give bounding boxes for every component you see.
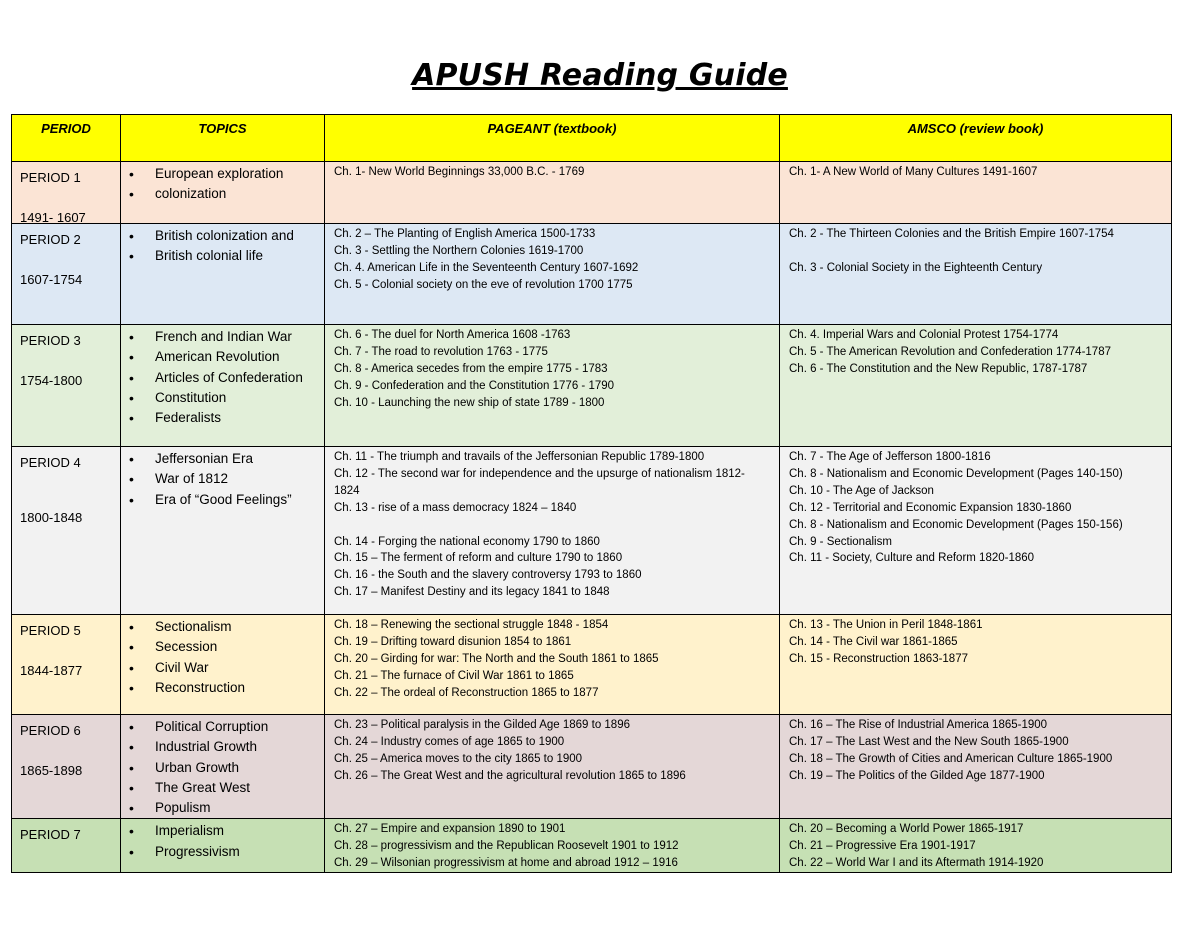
period-cell <box>12 224 121 325</box>
topics-list <box>121 449 324 510</box>
period-label: PERIOD 4 <box>20 455 81 470</box>
chapter-entry: Ch. 13 - The Union in Peril 1848-1861 <box>789 619 983 631</box>
pageant-cell <box>325 715 780 819</box>
period-label: PERIOD 2 <box>20 232 81 247</box>
topic-item: • Industrial Growth <box>155 737 324 757</box>
topic-item: • Secession <box>155 637 324 657</box>
chapter-entry: Ch. 9 - Sectionalism <box>789 535 892 548</box>
chapter-entry: Ch. 27 – Empire and expansion 1890 to 1901 <box>334 823 566 836</box>
topic-item: • Jeffersonian Era <box>155 449 324 469</box>
topics-list <box>121 327 324 428</box>
pageant-cell <box>325 162 780 224</box>
chapter-entry: Ch. 19 – The Politics of the Gilded Age 1877-1900 <box>789 769 1045 782</box>
pageant-cell <box>325 615 780 715</box>
chapter-entry: Ch. 12 - Territorial and Economic Expansion 1830-1860 <box>789 501 1072 514</box>
amsco-cell <box>780 615 1172 715</box>
topic-item: • Imperialism <box>155 821 324 841</box>
chapter-entry: Ch. 6 - The duel for North America 1608 -1763 <box>334 329 571 341</box>
chapter-entry: Ch. 21 – The furnace of Civil War 1861 to 1865 <box>334 669 574 682</box>
chapter-entry: Ch. 5 - Colonial society on the eve of revolution 1700 1775 <box>334 278 633 291</box>
chapter-entry: Ch. 7 - The Age of Jefferson 1800-1816 <box>789 451 991 463</box>
chapter-entry: Ch. 1- A New World of Many Cultures 1491-1607 <box>789 166 1038 178</box>
reading-guide-table <box>11 114 1172 873</box>
topic-item: • American Revolution <box>155 347 324 367</box>
amsco-cell <box>780 224 1172 325</box>
period-row <box>12 162 1172 224</box>
chapter-entry: Ch. 9 - Confederation and the Constitution 1776 - 1790 <box>334 379 615 392</box>
chapter-entry: Ch. 7 - The road to revolution 1763 - 1775 <box>334 345 548 358</box>
topics-cell <box>121 224 325 325</box>
period-years: 1844-1877 <box>20 663 83 678</box>
period-years: 1754-1800 <box>20 373 83 388</box>
chapter-entry: Ch. 10 - Launching the new ship of state 1789 - 1800 <box>334 396 605 409</box>
period-label: PERIOD 5 <box>20 623 81 638</box>
amsco-cell <box>780 447 1172 615</box>
amsco-cell <box>780 162 1172 224</box>
topic-item: • Constitution <box>155 388 324 408</box>
header-amsco: AMSCO (review book) <box>780 115 1172 162</box>
period-label: PERIOD 7 <box>20 827 81 843</box>
period-cell <box>12 615 121 715</box>
pageant-cell <box>325 224 780 325</box>
chapter-entry: Ch. 21 – Progressive Era 1901-1917 <box>789 840 976 853</box>
pageant-cell <box>325 819 780 873</box>
amsco-cell <box>780 715 1172 819</box>
period-row <box>12 447 1172 615</box>
chapter-entry: Ch. 1- New World Beginnings 33,000 B.C. - 1769 <box>334 166 585 178</box>
chapter-entry: Ch. 12 - The second war for independence and the upsurge of nationalism 1812-1824 <box>334 467 745 497</box>
topics-list <box>121 821 324 862</box>
topic-item: • Era of “Good Feelings” <box>155 490 324 510</box>
chapter-entry: Ch. 17 – Manifest Destiny and its legacy 1841 to 1848 <box>334 586 610 599</box>
period-row <box>12 325 1172 447</box>
topics-list <box>121 164 324 205</box>
chapter-entry: Ch. 28 – progressivism and the Republican Roosevelt 1901 to 1912 <box>334 840 679 853</box>
chapter-entry: Ch. 25 – America moves to the city 1865 to 1900 <box>334 752 583 765</box>
topic-item: • Civil War <box>155 658 324 678</box>
chapter-entry: Ch. 8 - Nationalism and Economic Development (Pages 140-150) <box>789 467 1123 480</box>
chapter-entry: Ch. 22 – The ordeal of Reconstruction 1865 to 1877 <box>334 686 599 699</box>
chapter-entry: Ch. 3 - Colonial Society in the Eighteenth Century <box>789 261 1043 274</box>
chapter-entry: Ch. 22 – World War I and its Aftermath 1914-1920 <box>789 857 1044 870</box>
period-years: 1491- 1607 <box>20 210 86 225</box>
period-years: 1800-1848 <box>20 510 83 525</box>
chapter-entry: Ch. 18 – The Growth of Cities and American Culture 1865-1900 <box>789 752 1113 765</box>
header-topics: TOPICS <box>121 115 325 162</box>
blank-line <box>789 243 1171 260</box>
topic-item: • British colonial life <box>155 246 324 266</box>
chapter-entry: Ch. 29 – Wilsonian progressivism at home and abroad 1912 – 1916 <box>334 857 678 870</box>
chapter-entry: Ch. 16 – The Rise of Industrial America 1865-1900 <box>789 719 1048 731</box>
chapter-entry: Ch. 17 – The Last West and the New South 1865-1900 <box>789 735 1069 748</box>
period-label: PERIOD 1 <box>20 170 81 185</box>
chapter-entry: Ch. 6 - The Constitution and the New Republic, 1787-1787 <box>789 362 1088 375</box>
chapter-entry: Ch. 15 – The ferment of reform and culture 1790 to 1860 <box>334 552 623 565</box>
topics-cell <box>121 447 325 615</box>
chapter-entry: Ch. 2 – The Planting of English America 1500-1733 <box>334 228 596 240</box>
topic-item: • British colonization and <box>155 226 324 246</box>
topic-item: • Urban Growth <box>155 758 324 778</box>
chapter-entry: Ch. 24 – Industry comes of age 1865 to 1900 <box>334 735 565 748</box>
amsco-cell <box>780 819 1172 873</box>
period-years: 1865-1898 <box>20 763 83 778</box>
chapter-entry: Ch. 4. Imperial Wars and Colonial Protest 1754-1774 <box>789 329 1059 341</box>
chapter-entry: Ch. 19 – Drifting toward disunion 1854 to 1861 <box>334 635 572 648</box>
period-cell <box>12 447 121 615</box>
period-cell <box>12 819 121 873</box>
topics-cell <box>121 819 325 873</box>
period-row <box>12 715 1172 819</box>
chapter-entry: Ch. 8 - America secedes from the empire 1775 - 1783 <box>334 362 608 375</box>
topic-item: • Federalists <box>155 408 324 428</box>
topic-item: • Populism <box>155 798 324 818</box>
topics-list <box>121 226 324 267</box>
header-period: PERIOD <box>12 115 121 162</box>
topics-list <box>121 617 324 698</box>
pageant-cell <box>325 325 780 447</box>
chapter-entry: Ch. 3 - Settling the Northern Colonies 1619-1700 <box>334 244 584 257</box>
topic-item: • Articles of Confederation <box>155 368 324 388</box>
amsco-cell <box>780 325 1172 447</box>
topics-cell <box>121 615 325 715</box>
period-row <box>12 224 1172 325</box>
period-cell <box>12 325 121 447</box>
chapter-entry: Ch. 15 - Reconstruction 1863-1877 <box>789 652 968 665</box>
chapter-entry: Ch. 2 - The Thirteen Colonies and the British Empire 1607-1754 <box>789 228 1114 240</box>
chapter-entry: Ch. 5 - The American Revolution and Confederation 1774-1787 <box>789 345 1111 358</box>
chapter-entry: Ch. 8 - Nationalism and Economic Development (Pages 150-156) <box>789 518 1123 531</box>
chapter-entry: Ch. 13 - rise of a mass democracy 1824 – 1840 <box>334 501 577 514</box>
period-cell <box>12 715 121 819</box>
chapter-entry: Ch. 4. American Life in the Seventeenth Century 1607-1692 <box>334 261 639 274</box>
chapter-entry: Ch. 23 – Political paralysis in the Gilded Age 1869 to 1896 <box>334 719 630 731</box>
topic-item: • War of 1812 <box>155 469 324 489</box>
chapter-entry: Ch. 20 – Girding for war: The North and the South 1861 to 1865 <box>334 652 659 665</box>
topic-item: • Progressivism <box>155 842 324 862</box>
chapter-entry: Ch. 14 - Forging the national economy 1790 to 1860 <box>334 535 600 548</box>
topics-list <box>121 717 324 818</box>
topics-cell <box>121 715 325 819</box>
chapter-entry: Ch. 10 - The Age of Jackson <box>789 484 934 497</box>
period-row <box>12 615 1172 715</box>
chapter-entry: Ch. 11 - The triumph and travails of the Jeffersonian Republic 1789-1800 <box>334 451 705 463</box>
chapter-entry: Ch. 18 – Renewing the sectional struggle 1848 - 1854 <box>334 619 609 631</box>
period-row <box>12 819 1172 873</box>
chapter-entry: Ch. 14 - The Civil war 1861-1865 <box>789 635 958 648</box>
header-row <box>12 115 1172 162</box>
topic-item: • The Great West <box>155 778 324 798</box>
topic-item: • Reconstruction <box>155 678 324 698</box>
chapter-entry: Ch. 16 - the South and the slavery controversy 1793 to 1860 <box>334 569 642 582</box>
topic-item: • Sectionalism <box>155 617 324 637</box>
topics-cell <box>121 325 325 447</box>
topic-item: • colonization <box>155 184 324 204</box>
header-pageant: PAGEANT (textbook) <box>325 115 780 162</box>
period-label: PERIOD 3 <box>20 333 81 348</box>
period-cell <box>12 162 121 224</box>
period-label: PERIOD 6 <box>20 723 81 738</box>
topics-cell <box>121 162 325 224</box>
page-title: APUSH Reading Guide <box>412 58 788 93</box>
pageant-cell <box>325 447 780 615</box>
period-years: 1607-1754 <box>20 272 83 287</box>
topic-item: • French and Indian War <box>155 327 324 347</box>
chapter-entry: Ch. 20 – Becoming a World Power 1865-1917 <box>789 823 1024 836</box>
chapter-entry: Ch. 11 - Society, Culture and Reform 1820-1860 <box>789 552 1035 565</box>
topic-item: • European exploration <box>155 164 324 184</box>
topic-item: • Political Corruption <box>155 717 324 737</box>
blank-line <box>334 517 779 534</box>
chapter-entry: Ch. 26 – The Great West and the agricultural revolution 1865 to 1896 <box>334 769 686 782</box>
